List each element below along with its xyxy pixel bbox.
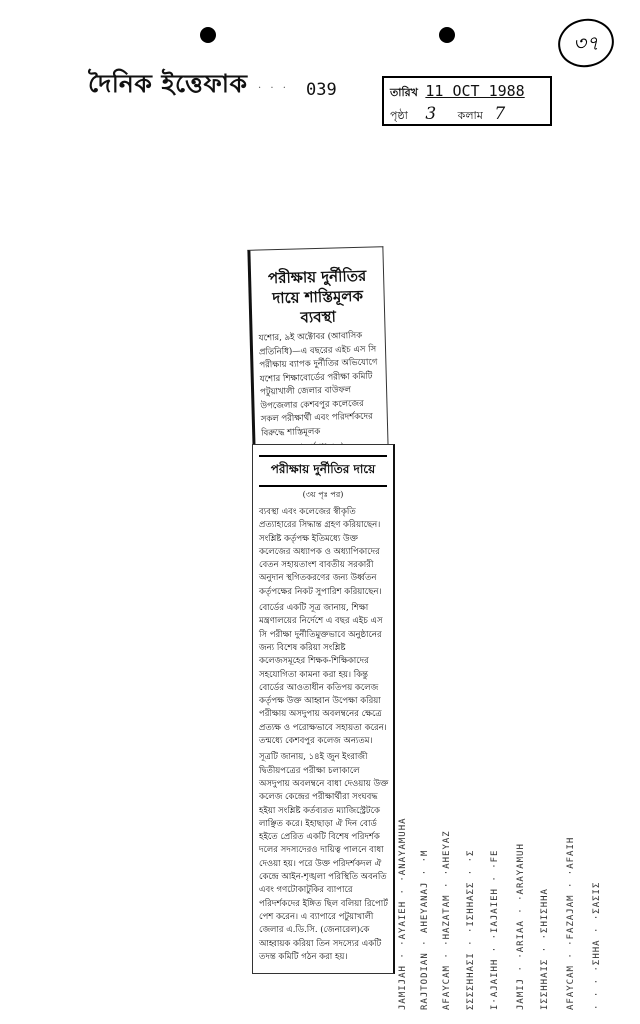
stamp-date-row xyxy=(390,82,525,103)
clipping-body-text: যশোর, ৯ই অক্টোবর (আবাসিক প্রতিনিধি)—এ বছরের এইচ এস সি পরীক্ষায় ব্যাপক দুর্নীতির অভিযোগে যশোর শিক্ষাবোর্ডের পরীক্ষা কমিটি পটুয়াখালী জেলার বাউফল উপজেলার কেশবপুর কলেজের সকল পরীক্ষার্থী এবং পরিদর্শকদের বিরুদ্ধে শাস্তিমূলক xyxy=(258,330,378,439)
bleed-through-column: AFAYCAM · ·FAZAJAM · ·AFAIH xyxy=(566,836,576,1010)
news-clipping-part-2 xyxy=(252,444,395,974)
stamp-page-label: পৃষ্ঠা xyxy=(390,109,408,122)
date-page-stamp xyxy=(382,76,552,126)
bleed-through-column: ΣΣΣΣΗΗΑΣΙ · ·ΙΣΗΗΑΣΣ · ·Σ xyxy=(466,849,476,1010)
article-paragraph: বোর্ডের একটি সূত্র জানায়, শিক্ষা মন্ত্রণালয়ের নির্দেশে এ বছর এইচ এস সি পরীক্ষা দুর্নীতিমুক্তভাবে অনুষ্ঠানের জন্য বিশেষ করিয়া সংশ্লিষ্ট কলেজসমূহের শিক্ষক-শিক্ষিকাদের সহযোগিতা কামনা করা হয়। কিন্তু বোর্ডের আওতাধীন কতিপয় কলেজ কর্তৃপক্ষ উক্ত আহ্বান উপেক্ষা করিয়া পরীক্ষায় অসদুপায় অবলম্বনের ক্ষেত্রে প্রত্যক্ষ ও পরোক্ষভাবে সহায়তা করেন। তন্মধ্যে কেশবপুর কলেজ অন্যতম। xyxy=(259,603,387,747)
article-paragraph: ব্যবস্থা এবং কলেজের স্বীকৃতি প্রত্যাহারের সিদ্ধান্ত গ্রহণ করিয়াছেন। সংশ্লিষ্ট কর্তৃপক্ষ ইতিমধ্যে উক্ত কলেজের অধ্যাপক ও অধ্যাপিকাদের বেতন সহায়তাংশ বাবতীয় সরকারী অনুদান স্থগিতকরণের জন্য উর্ধ্বতন কর্তৃপক্ষের নিকট সুপারিশ করিয়াছেন। xyxy=(259,507,382,597)
continuation-headline: পরীক্ষায় দুর্নীতির দায়ে xyxy=(259,455,387,487)
folio-number-text: ৩৭ xyxy=(572,31,600,55)
stamp-page-value: 3 xyxy=(425,104,437,124)
bleed-through-column: JAMIJ · ·ARIAA · ·ARAYAMUH xyxy=(516,843,526,1010)
continuation-subhead: (৩য় পৃঃ পর) xyxy=(302,490,344,499)
handwritten-folio-number xyxy=(556,16,616,70)
stamp-column-value: 7 xyxy=(494,104,506,124)
stamp-date-value: 11 OCT 1988 xyxy=(425,82,525,100)
bleed-through-column: I·AJAIHH · ·IAJAIEH · ·FE xyxy=(490,849,500,1010)
bleed-through-column: JAMIJAH · ·AYAIEH · ·ANAYAMUHA xyxy=(398,817,408,1010)
accession-number: 039 xyxy=(306,80,337,100)
stamp-date-label: তারিখ xyxy=(390,86,418,99)
stamp-column-label: কলাম xyxy=(457,109,483,122)
bleed-through-column: RAJTODIAN · AHEYANAJ · ·M xyxy=(420,849,430,1010)
print-specks: . . . xyxy=(258,80,289,91)
article-paragraph: সূত্রটি জানায়, ১৪ই জুন ইংরাজী দ্বিতীয়পত্রের পরীক্ষা চলাকালে অসদুপায় অবলম্বনে বাধা দেওয়ায় উক্ত কলেজ কেন্দ্রের পরীক্ষার্থীরা সংঘবদ্ধ হইয়া সংশ্লিষ্ট কর্তব্যরত ম্যাজিস্ট্রেটকে লাঞ্ছিত করে। ইহাছাড়া ঐ দিন বোর্ড হইতে প্রেরিত একটি বিশেষ পরিদর্শক দলের সদস্যদেরও দায়িত্ব পালনে বাধা দেওয়া হয়। পরে উক্ত পরিদর্শকদল ঐ কেন্দ্রে আইন-শৃঙ্খলা পরিস্থিতি অবনতি এবং গণটোকাটুকির ব্যাপারে পরিদর্শকদের ইঙ্গিত ছিল বলিয়া রিপোর্ট পেশ করেন। এ ব্যাপারে পটুয়াখালী জেলার এ.ডি.সি. (জেনারেল)কে আহ্বায়ক করিয়া তিন সদস্যের একটি তদন্ত কমিটি গঠন করা হয়। xyxy=(259,752,389,962)
stamp-page-row xyxy=(390,104,505,126)
headline-line-3: ব্যবস্থা xyxy=(300,307,337,327)
bleed-through-column: ΙΣΣΗΗΑΙΣ · ·ΣΗΙΣΗΗΑ xyxy=(540,888,550,1010)
news-clipping-part-1 xyxy=(247,246,388,451)
punch-hole-right xyxy=(439,27,455,43)
bleed-through-column: AFAYCAM · ·HAZATAM · ·AHEYAZ xyxy=(442,830,452,1010)
newspaper-masthead: দৈনিক ইত্তেফাক xyxy=(88,69,248,98)
headline-line-2: দায়ে শাস্তিমূলক xyxy=(272,286,364,308)
headline-line-1: পরীক্ষায় দুর্নীতির xyxy=(267,266,367,288)
clipping-headline xyxy=(251,265,385,328)
bleed-through-column: · · · ·ΣΗΗΑ · ·ΣΑΣΙΣ xyxy=(592,881,602,1010)
punch-hole-left xyxy=(200,27,216,43)
